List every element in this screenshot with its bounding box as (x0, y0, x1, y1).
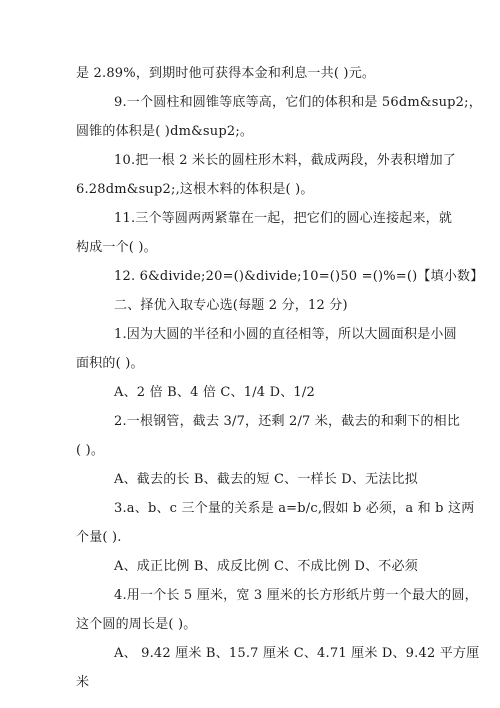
choice-3-line-1: 3.a、b、c 三个量的关系是 a=b/c,假如 b 必须，a 和 b 这两 (114, 501, 475, 516)
choice-3-options: A、成正比例 B、成反比例 C、不成比例 D、不必须 (114, 559, 418, 574)
choice-1-line-2: 面积的( )。 (76, 356, 144, 371)
choice-2-options: A、截去的长 B、截去的短 C、一样长 D、无法比拟 (114, 472, 418, 487)
question-11-line-2: 构成一个( )。 (76, 240, 157, 255)
choice-4-options-line-2: 米 (76, 675, 90, 690)
question-11-line-1: 11.三个等圆两两紧靠在一起，把它们的圆心连接起来，就 (114, 211, 453, 226)
question-10-line-2: 6.28dm&sup2;,这根木料的体积是( )。 (76, 182, 314, 197)
question-10-line-1: 10.把一根 2 米长的圆柱形木料，截成两段，外表积增加了 (114, 153, 457, 168)
question-12-line: 12. 6&divide;20=()&divide;10=()50 =()%=()【填小数】 (114, 269, 484, 284)
choice-1-line-1: 1.因为大圆的半径和小圆的直径相等，所以大圆面积是小圆 (114, 327, 457, 342)
choice-4-options-line-1: A、 9.42 厘米 B、15.7 厘米 C、4.71 厘米 D、9.42 平方厘 (114, 646, 480, 661)
section-heading: 二、择优入取专心选(每题 2 分，12 分) (114, 298, 348, 313)
choice-2-line-2: ( )。 (76, 443, 105, 458)
choice-3-line-2: 个量( ). (76, 530, 122, 545)
choice-2-line-1: 2.一根钢管，截去 3/7，还剩 2/7 米，截去的和剩下的相比 (114, 414, 461, 429)
choice-4-line-1: 4.用一个长 5 厘米，宽 3 厘米的长方形纸片剪一个最大的圆， (114, 588, 478, 603)
choice-4-line-2: 这个圆的周长是( )。 (76, 617, 197, 632)
question-9-line-1: 9.一个圆柱和圆锥等底等高，它们的体积和是 56dm&sup2;， (114, 95, 482, 110)
choice-1-options: A、2 倍 B、4 倍 C、1/4 D、1/2 (114, 385, 315, 400)
text-line: 是 2.89%，到期时他可获得本金和利息一共( )元。 (76, 66, 376, 81)
question-9-line-2: 圆锥的体积是( )dm&sup2;。 (76, 124, 254, 139)
